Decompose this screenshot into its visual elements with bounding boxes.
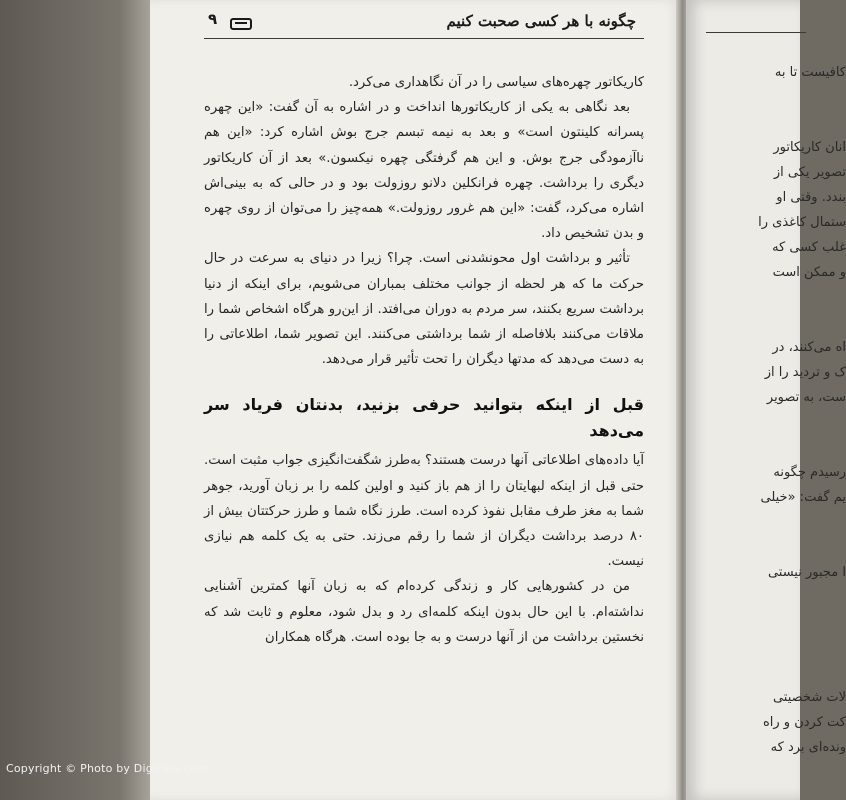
next-page-line: کافیست تا به <box>774 65 846 80</box>
running-title: چگونه با هر کسی صحبت کنیم <box>446 12 636 30</box>
next-page-line: ست، به تصویر <box>766 390 846 405</box>
section-heading: قبل از اینکه بتوانید حرفی بزنید، بدنتان فریاد سر می‌دهد <box>204 395 644 441</box>
header-ornament-icon <box>230 18 252 30</box>
page-header <box>204 8 644 40</box>
next-page-line <box>686 585 846 610</box>
paragraph: تأثیر و برداشت اول محونشدنی است. چرا؟ زیرا در دنیای به سرعت در حال حرکت ما که هر لحظه از جوانب مختلف بمباران می‌شویم، برای اینکه از دنیا برداشت سریع بکنند، سر مردم به دوران می‌افتد. از این‌رو هرگاه اشخاص شما را ملاقات می‌کنند بلافاصله از شما برداشتی می‌کنند. این تصویر شما، اطلاعاتی را به دست می‌دهد که مدتها دیگران را تحت تأثیر قرار می‌دهد. <box>204 251 644 368</box>
next-page-line: یم گفت: «خیلی <box>760 490 846 505</box>
next-page-line: بندد. وقتی او <box>776 190 846 205</box>
next-page-line: و ممکن است <box>772 265 846 280</box>
next-page-line: غلب کسی که <box>772 240 846 255</box>
next-page-line: ستمال کاغذی را <box>758 215 846 230</box>
next-header-rule <box>706 32 806 33</box>
paragraph: بعد نگاهی به یکی از کاریکاتورها انداخت و در اشاره به آن گفت: «این چهره پسرانه کلینتون است» و بعد به نیمه تبسم جرج بوش اشاره کرد: «این هم ناآزمودگی جرج بوش. و این هم گرفتگی چهره نیکسون.» بعد از آن کاریکاتور دیگری را برداشت. چهره فرانکلین دلانو روزولت بود و در حالی که به بینی‌اش اشاره می‌کرد، گفت: «این هم غرور روزولت.» همه‌چیز را می‌توان از روی چهره و بدن تشخیص داد. <box>204 100 644 242</box>
next-page-edge <box>686 0 846 800</box>
next-page-line: ک و تردید را از <box>764 365 846 380</box>
paragraph: کاریکاتور چهره‌های سیاسی را در آن نگاهداری می‌کرد. <box>348 75 644 90</box>
paragraph: من در کشورهایی کار و زندگی کرده‌ام که به زبان آنها کمترین آشنایی نداشته‌ام. با این حال بدون اینکه کلمه‌ای رد و بدل شود، معلوم و ثابت شد که نخستین برداشت من از آنها درست و به جا بوده است. هرگاه همکاران <box>204 579 644 645</box>
next-page-line: ونده‌ای برد که <box>770 740 846 755</box>
next-page-text <box>686 60 846 760</box>
next-page-line: رسیدم چگونه <box>773 465 846 480</box>
next-page-line <box>686 535 846 560</box>
next-page-line <box>686 285 846 310</box>
left-background-strip <box>0 0 150 800</box>
next-page-line <box>686 660 846 685</box>
next-page-line: تصویر یکی از <box>773 165 846 180</box>
next-page-line <box>686 85 846 110</box>
next-page-line: ا مجبور نیستی <box>767 565 846 580</box>
next-page-line <box>686 435 846 460</box>
next-page-line <box>686 635 846 660</box>
next-page-line <box>686 510 846 535</box>
header-rule <box>204 38 644 39</box>
paragraph: آیا داده‌های اطلاعاتی آنها درست هستند؟ به‌طرز شگفت‌انگیزی جواب مثبت است. حتی قبل از اینکه لبهایتان را از هم باز کنید و اولین کلمه را بر زبان آورید، جوهر شما به مغز طرف مقابل نفوذ کرده است. طرز نگاه شما و طرز حرکتتان بیش از ۸۰ درصد برداشت دیگران از شما را رقم می‌زند. حتی به یک کلمه هم نیازی نیست. <box>204 453 644 570</box>
next-page-line: لات شخصیتی <box>772 690 846 705</box>
next-page-line: اه می‌کنند، در <box>772 340 846 355</box>
copyright-notice: Copyright © Photo by Digikala.com <box>6 762 208 775</box>
next-page-line <box>686 110 846 135</box>
next-page-line: کت کردن و راه <box>762 715 846 730</box>
next-page-line <box>686 610 846 635</box>
page-body <box>204 70 644 650</box>
next-page-line <box>686 310 846 335</box>
next-page-line: انان کاریکاتور <box>773 140 846 155</box>
page-number: ۹ <box>208 10 218 28</box>
next-page-line <box>686 410 846 435</box>
